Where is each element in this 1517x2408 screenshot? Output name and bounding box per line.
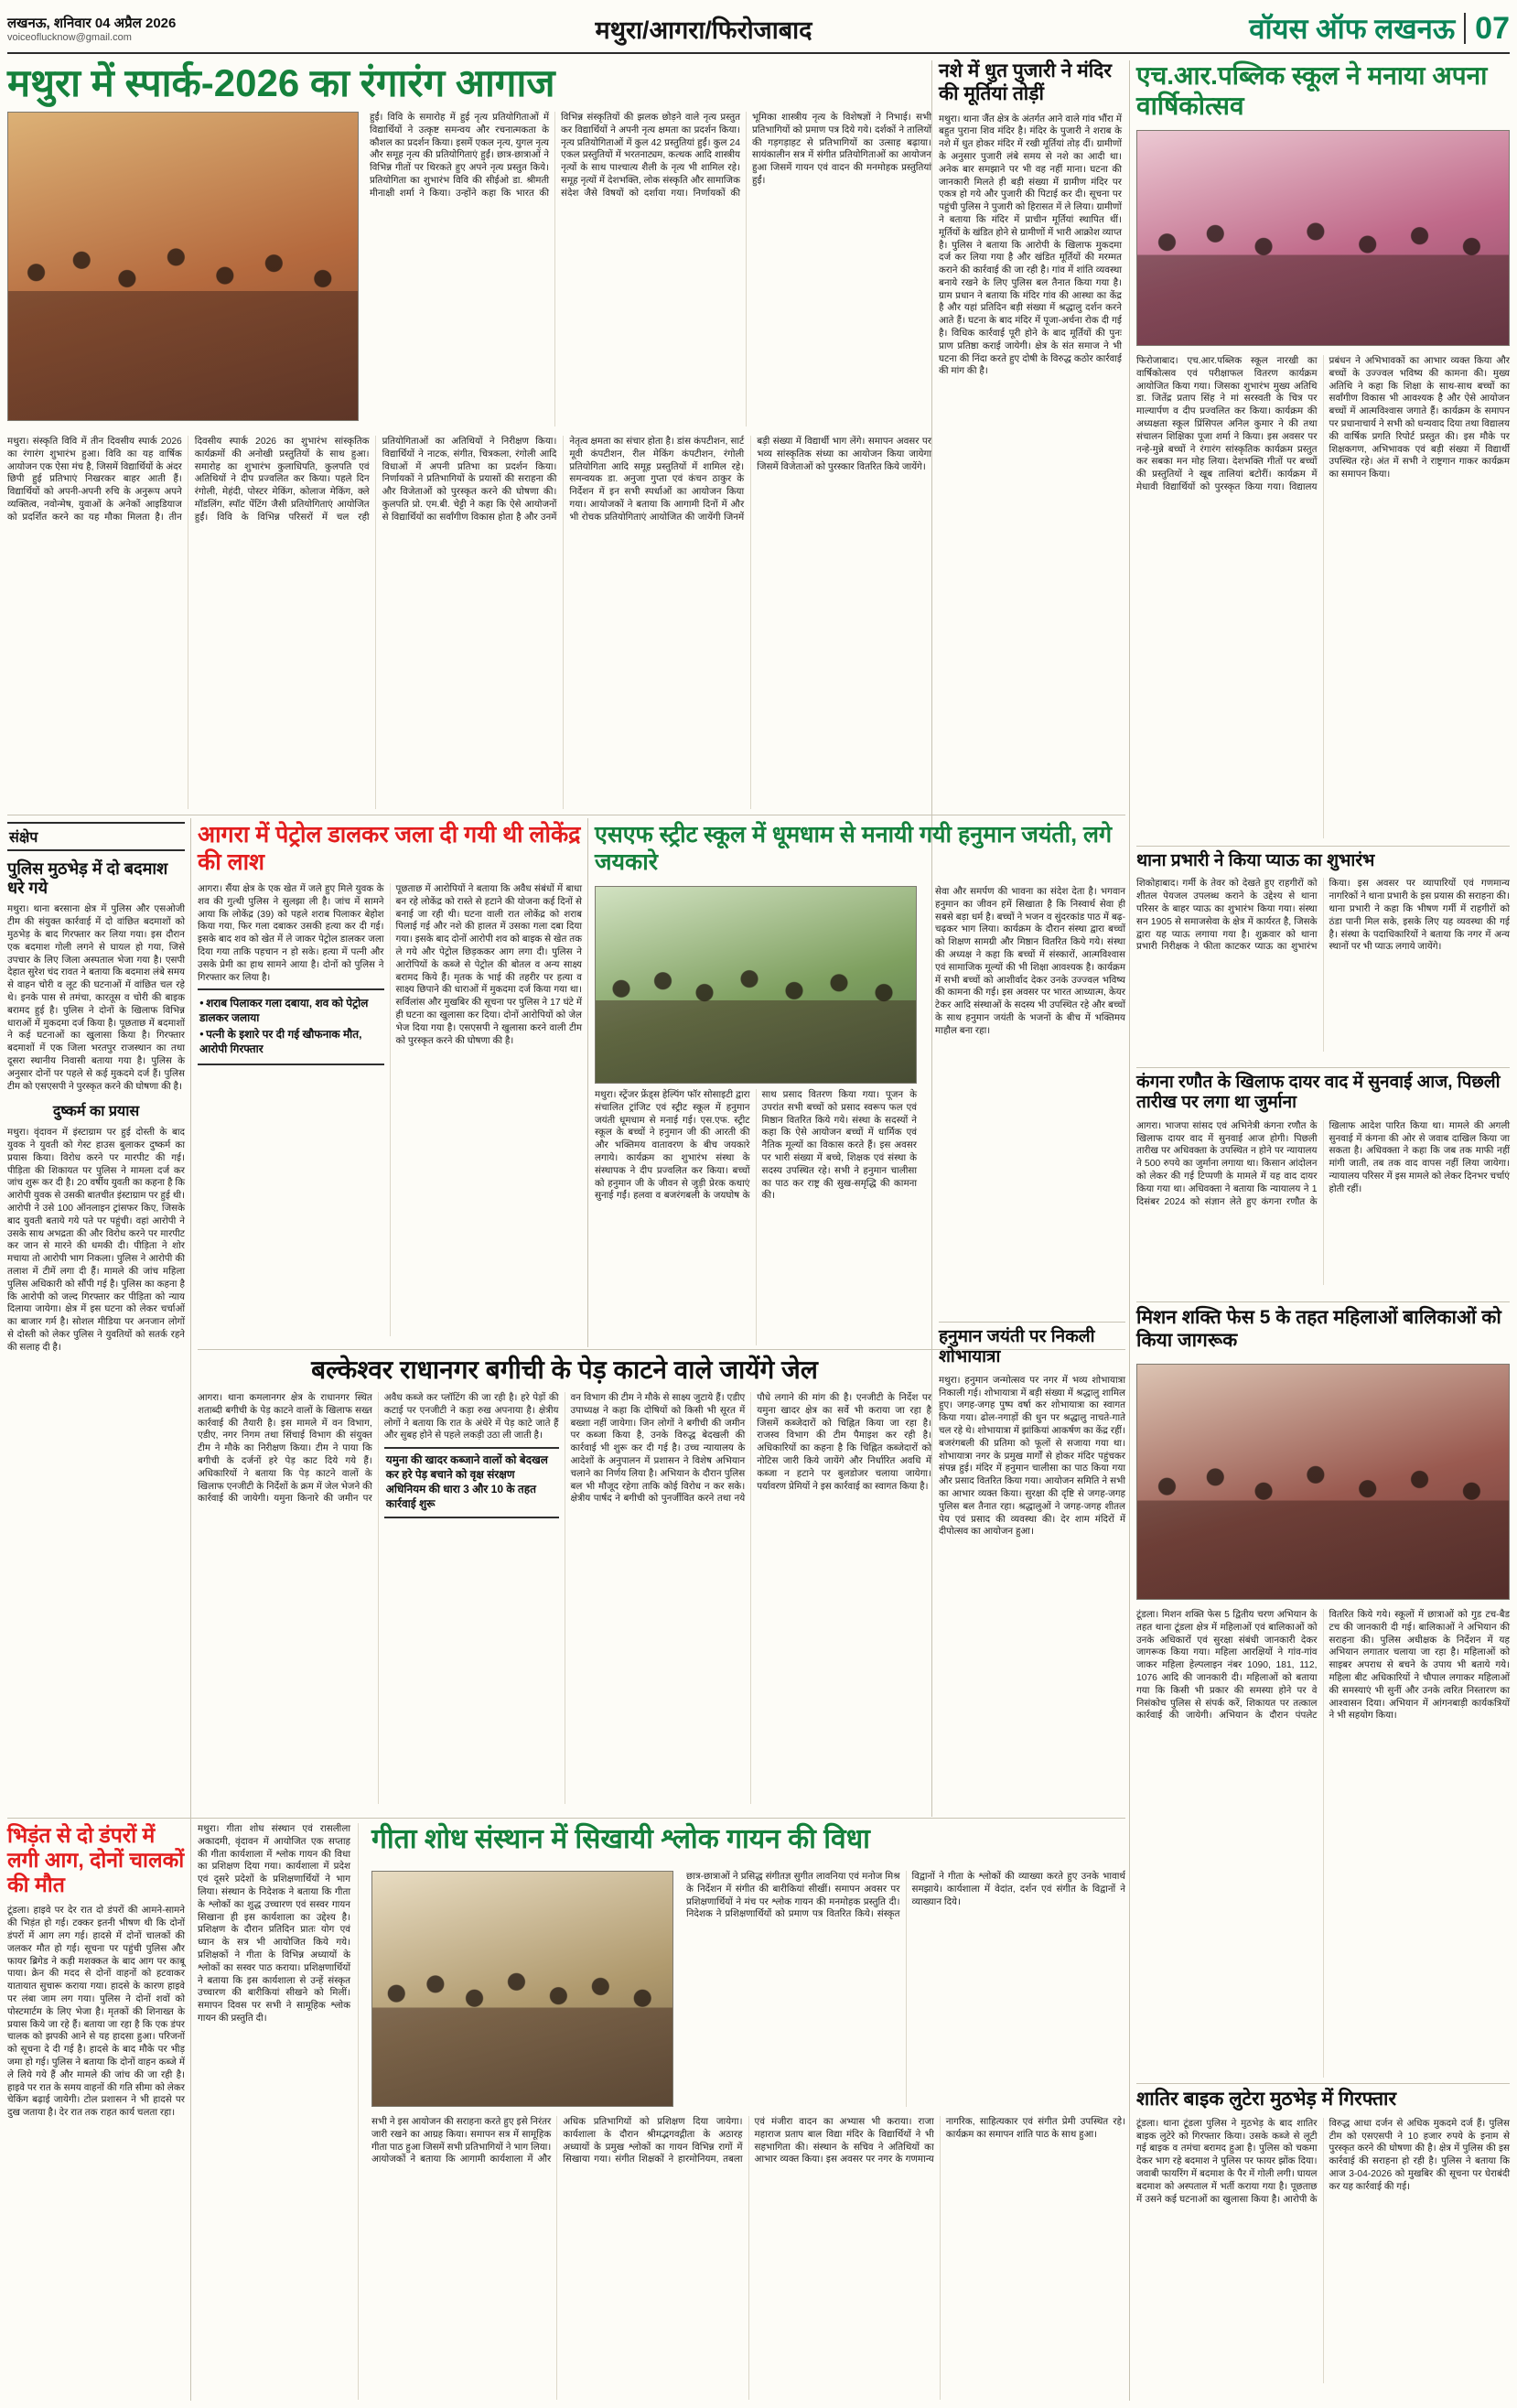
article-paragraph: आगरा। सैंया क्षेत्र के एक खेत में जले हुए मिले युवक के शव की गुत्थी पुलिस ने सुलझा ली है। जांच में सामने आया कि लोकेंद्र (39) को पहले शराब पिलाकर बेहोश किया गया, फिर गला दबाकर उसकी हत्या कर दी गई। इसके बाद शव को खेत में ले जाकर पेट्रोल डालकर जला दिया गया ताकि पहचान न हो सके। हत्या में पत्नी और उसके प्रेमी का हाथ सामने आया है। दोनों को पुलिस ने गिरफ्तार कर लिया है। bbox=[198, 884, 384, 983]
article-body: सेवा और समर्पण की भावना का संदेश देता है। भगवान हनुमान का जीवन हमें सिखाता है कि निस्वार्थ सेवा ही सबसे बड़ा धर्म है। बच्चों ने भजन व सुंदरकांड पाठ में बढ़-चढ़कर भाग लिया। कार्यक्रम के दौरान संस्था द्वारा बच्चों को शिक्षण सामग्री और मिष्ठान वितरित किये गये। संस्था की अध्यक्ष ने कहा कि बच्चों में संस्कारों, आत्मविश्वास एवं सामाजिक मूल्यों की भी शिक्षा आवश्यक है। कार्यक्रम में सभी बच्चों को आशीर्वाद देकर उनके उज्ज्वल भविष्य की कामना की गई। इस अवसर पर भारत आध्यात्म, केयर टेकर आदि संस्थाओं के सदस्य भी उपस्थित रहे और बच्चों के साथ हनुमान जयंती के भजनों के बीच में भक्तिमय माहौल बना रहा। bbox=[935, 887, 1125, 1036]
article-highlight-box bbox=[198, 988, 384, 1064]
section-rule bbox=[7, 1818, 1125, 1819]
article-pujari bbox=[939, 60, 1122, 809]
article-hr-school bbox=[1136, 60, 1510, 840]
article-sf-school bbox=[595, 822, 1125, 1347]
article-body: मथुरा। स्ट्रेंजर फ्रेंड्स हेल्पिंग फॉर सोसाइटी द्वारा संचालित ट्रांजिट एवं स्ट्रीट स्कूल में हनुमान जयंती धूमधाम से मनाई गई। एस.एफ. स्ट्रीट स्कूल के बच्चों ने हनुमान जी की आरती की और भक्तिमय वातावरण के बीच जयकारे लगाये। कार्यक्रम का शुभारंभ संस्था के संस्थापक ने दीप प्रज्वलित कर किया। बच्चों को हनुमान जी के जीवन से जुड़ी प्रेरक कथाएं सुनाई गईं। हलवा व बजरंगबली के जयघोष के साथ प्रसाद वितरण किया गया। पूजन के उपरांत सभी बच्चों को प्रसाद स्वरूप फल एवं मिष्ठान वितरित किये गये। संस्था के सदस्यों ने कहा कि ऐसे आयोजन बच्चों में धार्मिक एवं नैतिक मूल्यों का विकास करते हैं। इस अवसर पर भारी संख्या में बच्चे, शिक्षक एवं संस्था के सदस्य उपस्थित रहे। सभी ने हनुमान चालीसा का पाठ कर राष्ट्र की सुख-समृद्धि की कामना की। bbox=[595, 1090, 917, 1202]
article-headline: थाना प्रभारी ने किया प्याऊ का शुभारंभ bbox=[1136, 851, 1375, 870]
geeta-workshop-photo bbox=[371, 1871, 673, 2107]
article-balkeshwar bbox=[198, 1355, 931, 1814]
geeta-main-area bbox=[371, 1823, 1125, 2402]
article-body: हुईं। विवि के समारोह में हुई नृत्य प्रतियोगिताओं में विद्यार्थियों ने उत्कृष्ट समन्वय और रचनात्मकता के कौशल का प्रदर्शन किया। इसमें एकल नृत्य, युगल नृत्य और समूह नृत्य की प्रतियोगिताएं हुईं। छात्र-छात्राओं ने विभिन्न गीतों पर थिरकते हुए अपने नृत्य प्रस्तुत किये। प्रतियोगिता का शुभारंभ विवि की सीईओ डा. श्रीमती मीनाक्षी शर्मा ने किया। उन्होंने कहा कि भारत की विभिन्न संस्कृतियों की झलक छोड़ने वाले नृत्य प्रस्तुत कर विद्यार्थियों ने अपनी नृत्य क्षमता का प्रदर्शन किया। नृत्य प्रतियोगिताओं में कुल 42 प्रस्तुतियां हुईं। कुल 24 एकल प्रस्तुतियों में भरतनाट्यम, कत्थक आदि शास्त्रीय नृत्यों के साथ पाश्चात्य शैली के नृत्य भी शामिल रहे। समूह नृत्यों में देशभक्ति, लोक संस्कृति और सामाजिक संदेश जैसे विषयों को दर्शाया गया। निर्णायकों की भूमिका शास्त्रीय नृत्य के विशेषज्ञों ने निभाई। सभी प्रतिभागियों को प्रमाण पत्र दिये गये। दर्शकों ने तालियों की गड़गड़ाहट से प्रतिभागियों का उत्साह बढ़ाया। सायंकालीन सत्र में संगीत प्रतियोगिताओं का आयोजन हुआ जिसमें गायन एवं वादन की मनमोहक प्रस्तुतियां हुईं। bbox=[370, 113, 931, 199]
section-rule bbox=[1136, 1067, 1510, 1068]
article-body bbox=[198, 883, 582, 1336]
article-headline: गीता शोध संस्थान में सिखायी श्लोक गायन की विधा bbox=[371, 1824, 870, 1854]
article-kangana bbox=[1136, 1073, 1510, 1300]
highlight-point: ● पत्नी के इशारे पर दी गई खौफनाक मौत, आरोपी गिरफ्तार bbox=[199, 1028, 382, 1057]
article-highlight-box: यमुना की खादर कब्जाने वालों को बेदखल कर हरे पेड़ बचाने को वृक्ष संरक्षण अधिनियम की धारा 3 और 10 के तहत कार्रवाई शुरू bbox=[384, 1447, 559, 1517]
article-headline: कंगना रणौत के खिलाफ दायर वाद में सुनवाई आज, पिछली तारीख पर लगा था जुर्माना bbox=[1136, 1073, 1501, 1113]
masthead-email: voiceoflucknow@gmail.com bbox=[7, 32, 132, 43]
column-rule bbox=[190, 818, 191, 2401]
article-agra-petrol bbox=[198, 822, 582, 1344]
article-headline: एच.आर.पब्लिक स्कूल ने मनाया अपना वार्षिकोत्सव bbox=[1136, 61, 1488, 121]
article-headline: नशे में धुत पुजारी ने मंदिर की मूर्तियां तोड़ीं bbox=[939, 60, 1112, 104]
article-dumper-fire bbox=[7, 1823, 185, 2402]
column-rule bbox=[1129, 60, 1130, 2401]
article-body: मथुरा। संस्कृति विवि में तीन दिवसीय स्पार्क 2026 का रंगारंग शुभारंभ हुआ। विवि का यह वार्षिक आयोजन एक ऐसा मंच है, जिसमें विद्यार्थियों के अंदर छिपी हुई प्रतिभाएं निखरकर बाहर आती हैं। विद्यार्थियों को अपनी-अपनी रुचि के अनुरूप अपने व्यक्तित्व, नवोन्मेष, युवाओं के अनेकों आइडियाज को प्रदर्शित करने का यह मौका मिलता है। तीन दिवसीय स्पार्क 2026 का शुभारंभ सांस्कृतिक कार्यक्रमों की अनोखी प्रस्तुतियों के साथ हुआ। समारोह का शुभारंभ कुलाधिपति, कुलपति एवं अतिथियों ने दीप प्रज्वलित कर किया। पहले दिन रंगोली, मेहंदी, पोस्टर मेकिंग, कोलाज मेकिंग, क्ले मॉडलिंग, स्पॉट पेंटिंग जैसी प्रतियोगिताएं आयोजित हुईं। विवि के विभिन्न परिसरों में चल रही प्रतियोगिताओं का अतिथियों ने निरीक्षण किया। विद्यार्थियों ने नाटक, संगीत, चित्रकला, रंगोली आदि विधाओं में अपनी प्रतिभा का प्रदर्शन किया। निर्णायकों ने प्रतिभागियों के प्रयासों की सराहना की और विजेताओं को पुरस्कृत करने की घोषणा की। कुलपति प्रो. एम.बी. चेट्टी ने कहा कि ऐसे आयोजनों से विद्यार्थियों का सर्वांगीण विकास होता है और उनमें नेतृत्व क्षमता का संचार होता है। डांस कंपटीशन, सार्ट मूवी कंपटीशन, रील मेकिंग कंपटीशन, रंगोली प्रतियोगिता आदि समूह प्रस्तुतियों में शामिल रहे। समन्वयक डा. अनुजा गुप्ता एवं कंचन ठाकुर के निर्देशन में इन सभी स्पर्धाओं का आयोजन किया गया। आयोजकों ने बताया कि आगामी दिनों में और भी रोचक प्रतियोगिताएं आयोजित की जायेंगी जिनमें बड़ी संख्या में विद्यार्थी भाग लेंगे। समापन अवसर पर भव्य सांस्कृतिक संध्या का आयोजन किया जायेगा जिसमें विजेताओं को पुरस्कार वितरित किये जायेंगे। bbox=[7, 437, 931, 523]
article-shobhayatra bbox=[939, 1327, 1125, 1814]
article-headline: शातिर बाइक लुटेरा मुठभेड़ में गिरफ्तार bbox=[1136, 2089, 1397, 2110]
sf-school-photo bbox=[595, 886, 917, 1084]
briefs-label: संक्षेप bbox=[7, 822, 185, 851]
column-rule bbox=[587, 818, 588, 1347]
article-paragraph: पूछताछ में आरोपियों ने बताया कि अवैध संबंधों में बाधा बन रहे लोकेंद्र को रास्ते से हटाने की योजना कई दिनों से बनाई जा रही थी। घटना वाली रात लोकेंद्र को शराब पिलाई गई और नशे की हालत में उसका गला दबा दिया गया। इसके बाद दोनों आरोपी शव को बाइक से खेत तक ले गये और पेट्रोल छिड़ककर आग लगा दी। पुलिस ने आरोपियों के कब्जे से पेट्रोल की बोतल व अन्य साक्ष्य बरामद किये हैं। मृतक के भाई की तहरीर पर हत्या व साक्ष्य छिपाने की धाराओं में मुकदमा दर्ज किया गया था। सर्विलांस और मुखबिर की सूचना पर पुलिस ने 17 घंटे में ही घटना का खुलासा कर दिया। दोनों आरोपियों को जेल भेज दिया गया है। एसएसपी ने खुलासा करने वाली टीम को पुरस्कृत करने की घोषणा की है। bbox=[395, 884, 582, 1046]
article-body: मथुरा। थाना जैंत क्षेत्र के अंतर्गत आने वाले गांव भौंरा में बहुत पुराना शिव मंदिर है। मंदिर के पुजारी ने शराब के नशे में धुत होकर मंदिर में रखी मूर्तियां तोड़ दीं। ग्रामीणों के अनुसार पुजारी लंबे समय से नशे का आदी था। अनेक बार समझाने पर भी वह नहीं माना। घटना की जानकारी मिलते ही बड़ी संख्या में ग्रामीण मंदिर पर एकत्र हो गये और पुजारी की पिटाई कर दी। सूचना पर पहुंची पुलिस ने पुजारी को हिरासत में ले लिया। ग्रामीणों ने बताया कि मंदिर में प्राचीन मूर्तियां स्थापित थीं। मूर्तियों के खंडित होने से ग्रामीणों में भारी आक्रोश व्याप्त है। पुलिस ने बताया कि आरोपी के खिलाफ मुकदमा दर्ज कर लिया गया है और खंडित मूर्तियों की मरम्मत कराने की कार्रवाई की जा रही है। गांव में शांति व्यवस्था बनाये रखने के लिए पुलिस बल तैनात किया गया है। ग्राम प्रधान ने बताया कि मंदिर गांव की आस्था का केंद्र है और यहां प्रतिदिन बड़ी संख्या में श्रद्धालु दर्शन करने आते हैं। घटना के बाद मंदिर में पूजा-अर्चना रोक दी गई है। विधिक कार्रवाई पूरी होने के बाद मूर्तियों की पुनः प्राण प्रतिष्ठा कराई जायेगी। क्षेत्र के संत समाज ने भी घटना की निंदा करते हुए दोषी के विरुद्ध कठोर कार्रवाई की मांग की है। bbox=[939, 113, 1122, 377]
article-headline: मथुरा में स्पार्क-2026 का रंगारंग आगाज bbox=[7, 61, 555, 104]
article-body: टूंडला। हाइवे पर देर रात दो डंपरों की आमने-सामने की भिड़ंत हो गई। टक्कर इतनी भीषण थी कि दोनों डंपरों में आग लग गई। हादसे में दोनों चालकों की जलकर मौत हो गई। सूचना पर पहुंची पुलिस और फायर ब्रिगेड ने कड़ी मशक्कत के बाद आग पर काबू पाया। क्रेन की मदद से दोनों वाहनों को हटवाकर यातायात सुचारू कराया गया। हादसे के कारण हाइवे पर लंबा जाम लग गया। पुलिस ने दोनों शवों को पोस्टमार्टम के लिए भेजा है। मृतकों की शिनाख्त के प्रयास किये जा रहे हैं। बताया जा रहा है कि एक डंपर चालक को झपकी आने से यह हादसा हुआ। परिजनों को सूचना दे दी गई है। हादसे के बाद मौके पर भीड़ जमा हो गई। पुलिस ने बताया कि दोनों वाहन कब्जे में ले लिये गये हैं और मामले की जांच की जा रही है। हाइवे पर रात के समय वाहनों की गति सीमा को लेकर चेकिंग बढ़ाई जायेगी। टोल प्रशासन ने भी हादसे पर दुख जताया है। देर रात तक राहत कार्य चलता रहा। bbox=[7, 1906, 185, 2119]
section-rule bbox=[1136, 1301, 1510, 1302]
article-paragraph: वन विभाग की टीम ने मौके से साक्ष्य जुटाये हैं। एडीए उपाध्यक्ष ने कहा कि दोषियों को किसी भी सूरत में बख्शा नहीं जायेगा। जिन लोगों ने बगीची की जमीन पर कब्जा किया है, उनके विरुद्ध बेदखली की कार्रवाई भी शुरू कर दी गई है। उच्च न्यायालय के आदेशों के अनुपालन में प्रशासन ने विशेष अभियान चलाने का निर्णय लिया है। अभियान के दौरान पुलिस बल भी मौजूद रहेगा ताकि कोई विरोध न कर सके। क्षेत्रीय पार्षद ने बगीची को पुनर्जीवित करने तथा नये पौधे लगाने की मांग की है। एनजीटी के निर्देश पर यमुना खादर क्षेत्र का सर्वे भी कराया जा रहा है जिसमें कब्जेदारों को चिह्नित किया जा रहा है। राजस्व विभाग की टीम पैमाइश कर रही है। अधिकारियों का कहना है कि चिह्नित कब्जेदारों को नोटिस जारी किये जायेंगे और निर्धारित अवधि में कब्जा न हटाने पर बुलडोजर चलाया जायेगा। पर्यावरण प्रेमियों ने इस कार्रवाई का स्वागत किया है। bbox=[570, 1393, 931, 1505]
article-body: छात्र-छात्राओं ने प्रसिद्ध संगीतज्ञ सुगीत लावनिया एवं मनोज मिश्र के निर्देशन में संगीत की बारीकियां सीखीं। समापन अवसर पर प्रशिक्षणार्थियों ने मंच पर श्लोक गायन की मनमोहक प्रस्तुति दी। निदेशक ने प्रशिक्षणार्थियों को प्रमाण पत्र वितरित किये। संस्कृत विद्वानों ने गीता के श्लोकों की व्याख्या करते हुए उनके भावार्थ समझाये। कार्यशाला में वेदांत, दर्शन एवं संगीत के विद्वानों ने व्याख्यान दिये। bbox=[686, 1872, 1125, 1920]
page-number: 07 bbox=[1475, 10, 1510, 46]
article-body: मथुरा। हनुमान जन्मोत्सव पर नगर में भव्य शोभायात्रा निकाली गई। शोभायात्रा में बड़ी संख्या में श्रद्धालु शामिल हुए। जगह-जगह पुष्प वर्षा कर शोभायात्रा का स्वागत किया गया। ढोल-नगाड़ों की धुन पर श्रद्धालु नाचते-गाते चल रहे थे। शोभायात्रा में झांकियां आकर्षण का केंद्र रहीं। बजरंगबली की प्रतिमा को फूलों से सजाया गया था। शोभायात्रा नगर के प्रमुख मार्गों से होकर मंदिर पहुंचकर संपन्न हुई। मंदिर में हनुमान चालीसा का पाठ किया गया और प्रसाद वितरित किया गया। आयोजन समिति ने सभी का आभार व्यक्त किया। सुरक्षा की दृष्टि से जगह-जगह पुलिस बल तैनात रहा। श्रद्धालुओं ने जगह-जगह शीतल पेय एवं प्रसाद की व्यवस्था की। देर शाम मंदिरों में दीपोत्सव का आयोजन हुआ। bbox=[939, 1375, 1125, 1538]
hr-school-photo bbox=[1136, 130, 1510, 346]
article-body: मथुरा। वृंदावन में इंस्टाग्राम पर हुई दोस्ती के बाद युवक ने युवती को गेस्ट हाउस बुलाकर दुष्कर्म का प्रयास किया। विरोध करने पर मारपीट की गई। पीड़िता की शिकायत पर पुलिस ने मामला दर्ज कर जांच शुरू कर दी है। 20 वर्षीय युवती का कहना है कि आरोपी युवक से उसकी बातचीत इंस्टाग्राम पर हुई थी। आरोपी ने उसे 100 ऑनलाइन ट्रांसफर किए, जिसके बाद युवती बताये गये पते पर पहुंची। वहां आरोपी ने उसके साथ अभद्रता की और विरोध करने पर मारपीट कर जान से मारने की धमकी दी। पीड़िता ने शोर मचाया तो आरोपी भाग निकला। पुलिस ने आरोपी की तलाश में टीमें लगा दी हैं। मामले की जांच महिला पुलिस अधिकारी को सौंपी गई है। पुलिस का कहना है कि आरोपी को जल्द गिरफ्तार कर पीड़िता को न्याय दिलाया जायेगा। क्षेत्र में इस घटना को लेकर चर्चाओं का बाजार गर्म है। सोशल मीडिया पर अनजान लोगों से दोस्ती को लेकर पुलिस ने युवतियों को सतर्क रहने की सलाह दी है। bbox=[7, 1128, 185, 1353]
masthead bbox=[7, 5, 1510, 51]
article-body: टूंडला। मिशन शक्ति फेस 5 द्वितीय चरण अभियान के तहत थाना टूंडला क्षेत्र में महिलाओं एवं बालिकाओं को उनके अधिकारों एवं सुरक्षा संबंधी जानकारी देकर जागरूक किया गया। महिला आरक्षियों ने गांव-गांव जाकर महिला हेल्पलाइन नंबर 1090, 181, 112, 1076 आदि की जानकारी दी। महिलाओं को बताया गया कि किसी भी प्रकार की समस्या होने पर वे निसंकोच पुलिस से संपर्क करें, शिकायत पर तत्काल कार्रवाई की जायेगी। अभियान के दौरान पंपलेट वितरित किये गये। स्कूलों में छात्राओं को गुड टच-बैड टच की जानकारी दी गई। बालिकाओं ने अभियान की सराहना की। पुलिस अधीक्षक के निर्देशन में यह अभियान लगातार चलाया जा रहा है। महिलाओं को साइबर अपराध से बचने के उपाय भी बताये गये। महिला बीट अधिकारियों ने चौपाल लगाकर महिलाओं की समस्याएं भी सुनीं और उनके त्वरित निस्तारण का आश्वासन दिया। अभियान में आंगनबाड़ी कार्यकत्रियों ने भी सहयोग किया। bbox=[1136, 1610, 1510, 1722]
highlight-point: ● शराब पिलाकर गला दबाया, शव को पेट्रोल डालकर जलाया bbox=[199, 997, 382, 1026]
article-body: टूंडला। थाना टूंडला पुलिस ने मुठभेड़ के बाद शातिर बाइक लुटेरे को गिरफ्तार किया। उसके कब्जे से लूटी गई बाइक व तमंचा बरामद हुआ है। पुलिस को चकमा देकर भाग रहे बदमाश ने पुलिस पर फायर झोंक दिया। जवाबी फायरिंग में बदमाश के पैर में गोली लगी। घायल बदमाश को अस्पताल में भर्ती कराया गया है। पूछताछ में उसने कई घटनाओं का खुलासा किया है। आरोपी के विरुद्ध आधा दर्जन से अधिक मुकदमे दर्ज हैं। पुलिस टीम को एसएसपी ने 10 हजार रुपये के इनाम से पुरस्कृत करने की घोषणा की है। क्षेत्र में पुलिस की इस कार्रवाई की सराहना हो रही है। पुलिस ने बताया कि आज 3-04-2026 को मुखबिर की सूचना पर घेराबंदी कर यह कार्रवाई की गई। bbox=[1136, 2118, 1510, 2205]
article-headline: दुष्कर्म का प्रयास bbox=[52, 1104, 140, 1120]
dateline: लखनऊ, शनिवार 04 अप्रैल 2026 bbox=[7, 16, 177, 31]
article-mission-shakti bbox=[1136, 1307, 1510, 2083]
article-body bbox=[198, 1392, 931, 1804]
article-body: मथुरा। गीता शोध संस्थान एवं रासलीला अकादमी, वृंदावन में आयोजित एक सप्ताह की गीता कार्यशाला में श्लोक गायन की विधा का प्रशिक्षण दिया गया। कार्यशाला में प्रदेश एवं दूसरे प्रदेशों के प्रशिक्षणार्थियों ने भाग लिया। संस्थान के निदेशक ने बताया कि गीता के श्लोकों का शुद्ध उच्चारण एवं सस्वर गायन सिखाना ही इस कार्यशाला का उद्देश्य है। प्रशिक्षण के दौरान प्रतिदिन प्रातः योग एवं ध्यान के सत्र भी आयोजित किये गये। प्रशिक्षकों ने गीता के विभिन्न अध्यायों के श्लोकों का सस्वर पाठ कराया। प्रशिक्षणार्थियों ने बताया कि इस कार्यशाला से उन्हें संस्कृत उच्चारण की बारीकियां सीखने को मिलीं। समापन दिवस पर सभी ने सामूहिक श्लोक गायन की प्रस्तुति दी। bbox=[198, 1823, 359, 2400]
article-headline: बल्केश्वर राधानगर बगीची के पेड़ काटने वाले जायेंगे जेल bbox=[311, 1355, 818, 1384]
article-headline: हनुमान जयंती पर निकली शोभायात्रा bbox=[939, 1327, 1095, 1367]
article-headline: एसएफ स्ट्रीट स्कूल में धूमधाम से मनायी गयी हनुमान जयंती, लगे जयकारे bbox=[595, 822, 1113, 875]
article-paragraph: आगरा। थाना कमलानगर क्षेत्र के राधानगर स्थित शताब्दी बगीची के पेड़ काटने वालों के खिलाफ सख्त कार्रवाई की तैयारी है। इस मामले में वन विभाग, एडीए, नगर निगम तथा सिंचाई विभाग की संयुक्त टीम ने मौके का निरीक्षण किया। टीम ने पाया कि बगीची के दर्जनों हरे पेड़ काट दिये गये हैं। अधिकारियों ने बताया कि पेड़ काटने वालों के खिलाफ एनजीटी के निर्देशों के क्रम में जेल भेजने की कार्रवाई की जायेगी। यमुना किनारे की जमीन पर अवैध कब्जे कर प्लॉटिंग की जा रही है। हरे पेड़ों की कटाई पर एनजीटी ने कड़ा रुख अपनाया है। क्षेत्रीय लोगों ने बताया कि रात के अंधेरे में पेड़ काटे जाते हैं और सुबह होने से पहले लकड़ी उठा ली जाती है। bbox=[198, 1393, 559, 1505]
article-pyau bbox=[1136, 851, 1510, 1065]
paper-brand: वॉयस ऑफ लखनऊ bbox=[1249, 13, 1456, 45]
masthead-divider bbox=[1464, 13, 1466, 44]
masthead-rule bbox=[7, 52, 1510, 54]
masthead-left bbox=[7, 14, 282, 43]
article-headline: भिड़ंत से दो डंपरों में लगी आग, दोनों चालकों की मौत bbox=[7, 1823, 185, 1897]
briefs-column bbox=[7, 822, 185, 1812]
article-body: मथुरा। थाना बरसाना क्षेत्र में पुलिस और एसओजी टीम की संयुक्त कार्रवाई में दो वांछित बदमाशों को मुठभेड़ के बाद गिरफ्तार कर लिया गया। इस दौरान एक बदमाश गोली लगने से घायल हो गया, जिसे उपचार के लिए जिला अस्पताल भेजा गया है। एसपी देहात सुरेश चंद रावत ने बताया कि बदमाश लंबे समय से वाहन चोरी व लूट की घटनाओं में वांछित चल रहे थे। इनके पास से तमंचा, कारतूस व चोरी की बाइक बरामद हुई है। पुलिस ने दोनों के खिलाफ विभिन्न धाराओं में मुकदमा दर्ज किया है। पूछताछ में बदमाशों ने कई घटनाओं का खुलासा किया है। गिरफ्तार बदमाशों में एक जिला भरतपुर राजस्थान का तथा दूसरा स्थानीय निवासी बताया गया है। पुलिस के अनुसार दोनों पर पहले से कई मुकदमे दर्ज हैं। पुलिस टीम को एसएसपी ने पुरस्कृत करने की घोषणा की है। bbox=[7, 904, 185, 1092]
article-body: आगरा। भाजपा सांसद एवं अभिनेत्री कंगना रणौत के खिलाफ दायर वाद में सुनवाई आज होगी। पिछली तारीख पर अधिवक्ता के उपस्थित न होने पर न्यायालय ने 500 रुपये का जुर्माना लगाया था। किसान आंदोलन को लेकर की गई टिप्पणी के मामले में यह वाद दायर किया गया था। अधिवक्ता ने बताया कि न्यायालय ने 1 दिसंबर 2024 को संज्ञान लेते हुए कंगना रणौत के खिलाफ आदेश पारित किया था। मामले की अगली सुनवाई में कंगना की ओर से जवाब दाखिल किया जा सकता है। अधिवक्ता ने कहा कि जब तक माफी नहीं मांगी जाती, तब तक वाद वापस नहीं लिया जायेगा। न्यायालय परिसर में इस मामले को लेकर दिनभर चर्चाएं होती रहीं। bbox=[1136, 1120, 1510, 1207]
masthead-right bbox=[1125, 9, 1510, 48]
article-body: शिकोहाबाद। गर्मी के तेवर को देखते हुए राहगीरों को शीतल पेयजल उपलब्ध कराने के उद्देश्य से थाना परिसर के बाहर प्याऊ का शुभारंभ किया गया। संस्था सन 1905 से समाजसेवा के क्षेत्र में कार्यरत है, जिसके द्वारा यह प्याऊ लगाया गया है। शुक्रवार को थाना प्रभारी निरीक्षक ने फीता काटकर प्याऊ का शुभारंभ किया। इस अवसर पर व्यापारियों एवं गणमान्य नागरिकों ने थाना प्रभारी के इस प्रयास की सराहना की। थाना प्रभारी ने कहा कि भीषण गर्मी में राहगीरों को ठंडा पानी मिल सके, इसके लिए यह व्यवस्था की गई है। संस्था के पदाधिकारियों ने बताया कि नगर में अन्य स्थानों पर भी प्याऊ लगाये जायेंगे। bbox=[1136, 879, 1510, 953]
section-rule bbox=[1136, 846, 1510, 847]
section-rule bbox=[1136, 2083, 1510, 2084]
article-body: फिरोजाबाद। एच.आर.पब्लिक स्कूल नारखी का वार्षिकोत्सव एवं परीक्षाफल वितरण कार्यक्रम आयोजित किया गया। जिसका शुभारंभ मुख्य अतिथि डा. जितेंद्र प्रताप सिंह ने मां सरस्वती के चित्र पर माल्यार्पण व दीप प्रज्वलित कर किया। कार्यक्रम की अध्यक्षता स्कूल प्रिंसिपल अनिल कुमार ने की तथा संचालन शिक्षिका पूजा शर्मा ने किया। इस अवसर पर नन्हे-मुन्ने बच्चों ने रंगारंग सांस्कृतिक कार्यक्रम प्रस्तुत कर सबका मन मोह लिया। देशभक्ति गीतों पर बच्चों की प्रस्तुतियों ने खूब तालियां बटोरीं। कार्यक्रम में मेधावी विद्यार्थियों को पुरस्कृत किया गया। विद्यालय प्रबंधन ने अभिभावकों का आभार व्यक्त किया और बच्चों के उज्ज्वल भविष्य की कामना की। मुख्य अतिथि ने कहा कि शिक्षा के साथ-साथ बच्चों का सर्वांगीण विकास भी आवश्यक है और ऐसे आयोजन बच्चों में आत्मविश्वास जगाते हैं। कार्यक्रम के समापन पर प्रधानाचार्य ने सभी को धन्यवाद दिया तथा विद्यालय की वार्षिक प्रगति रिपोर्ट प्रस्तुत की। इस मौके पर शिक्षकगण, अभिभावक एवं बड़ी संख्या में विद्यार्थी उपस्थित रहे। अंत में सभी ने राष्ट्रगान गाकर कार्यक्रम का समापन किया। bbox=[1136, 356, 1510, 492]
article-headline: पुलिस मुठभेड़ में दो बदमाश धरे गये bbox=[7, 859, 168, 898]
article-headline: मिशन शक्ति फेस 5 के तहत महिलाओं बालिकाओं को किया जागरूक bbox=[1136, 1307, 1501, 1351]
mission-shakti-photo bbox=[1136, 1364, 1510, 1600]
article-spark-2026 bbox=[7, 60, 931, 811]
article-geeta bbox=[198, 1823, 1125, 2402]
article-body: सभी ने इस आयोजन की सराहना करते हुए इसे निरंतर जारी रखने का आग्रह किया। समापन सत्र में सामूहिक गीता पाठ हुआ जिसमें सभी प्रतिभागियों ने भाग लिया। आयोजकों ने बताया कि आगामी कार्यशाला में और अधिक प्रतिभागियों को प्रशिक्षण दिया जायेगा। कार्यशाला के दौरान श्रीमद्भगवद्गीता के अठारह अध्यायों के प्रमुख श्लोकों का गायन विभिन्न रागों में सिखाया गया। संगीत शिक्षकों ने हारमोनियम, तबला एवं मंजीरा वादन का अभ्यास भी कराया। राजा महाराज प्रताप बाल विद्या मंदिर के विद्यार्थियों ने भी सहभागिता की। संस्थान के सचिव ने अतिथियों का आभार व्यक्त किया। इस अवसर पर नगर के गणमान्य नागरिक, साहित्यकार एवं संगीत प्रेमी उपस्थित रहे। कार्यक्रम का समापन शांति पाठ के साथ हुआ। bbox=[371, 2117, 1125, 2165]
article-bike-robber bbox=[1136, 2089, 1510, 2400]
edition-region: मथुरा/आगरा/फिरोजाबाद bbox=[595, 16, 812, 44]
spark-event-photo bbox=[7, 112, 359, 421]
article-headline: आगरा में पेट्रोल डालकर जला दी गयी थी लोकेंद्र की लाश bbox=[198, 822, 581, 875]
